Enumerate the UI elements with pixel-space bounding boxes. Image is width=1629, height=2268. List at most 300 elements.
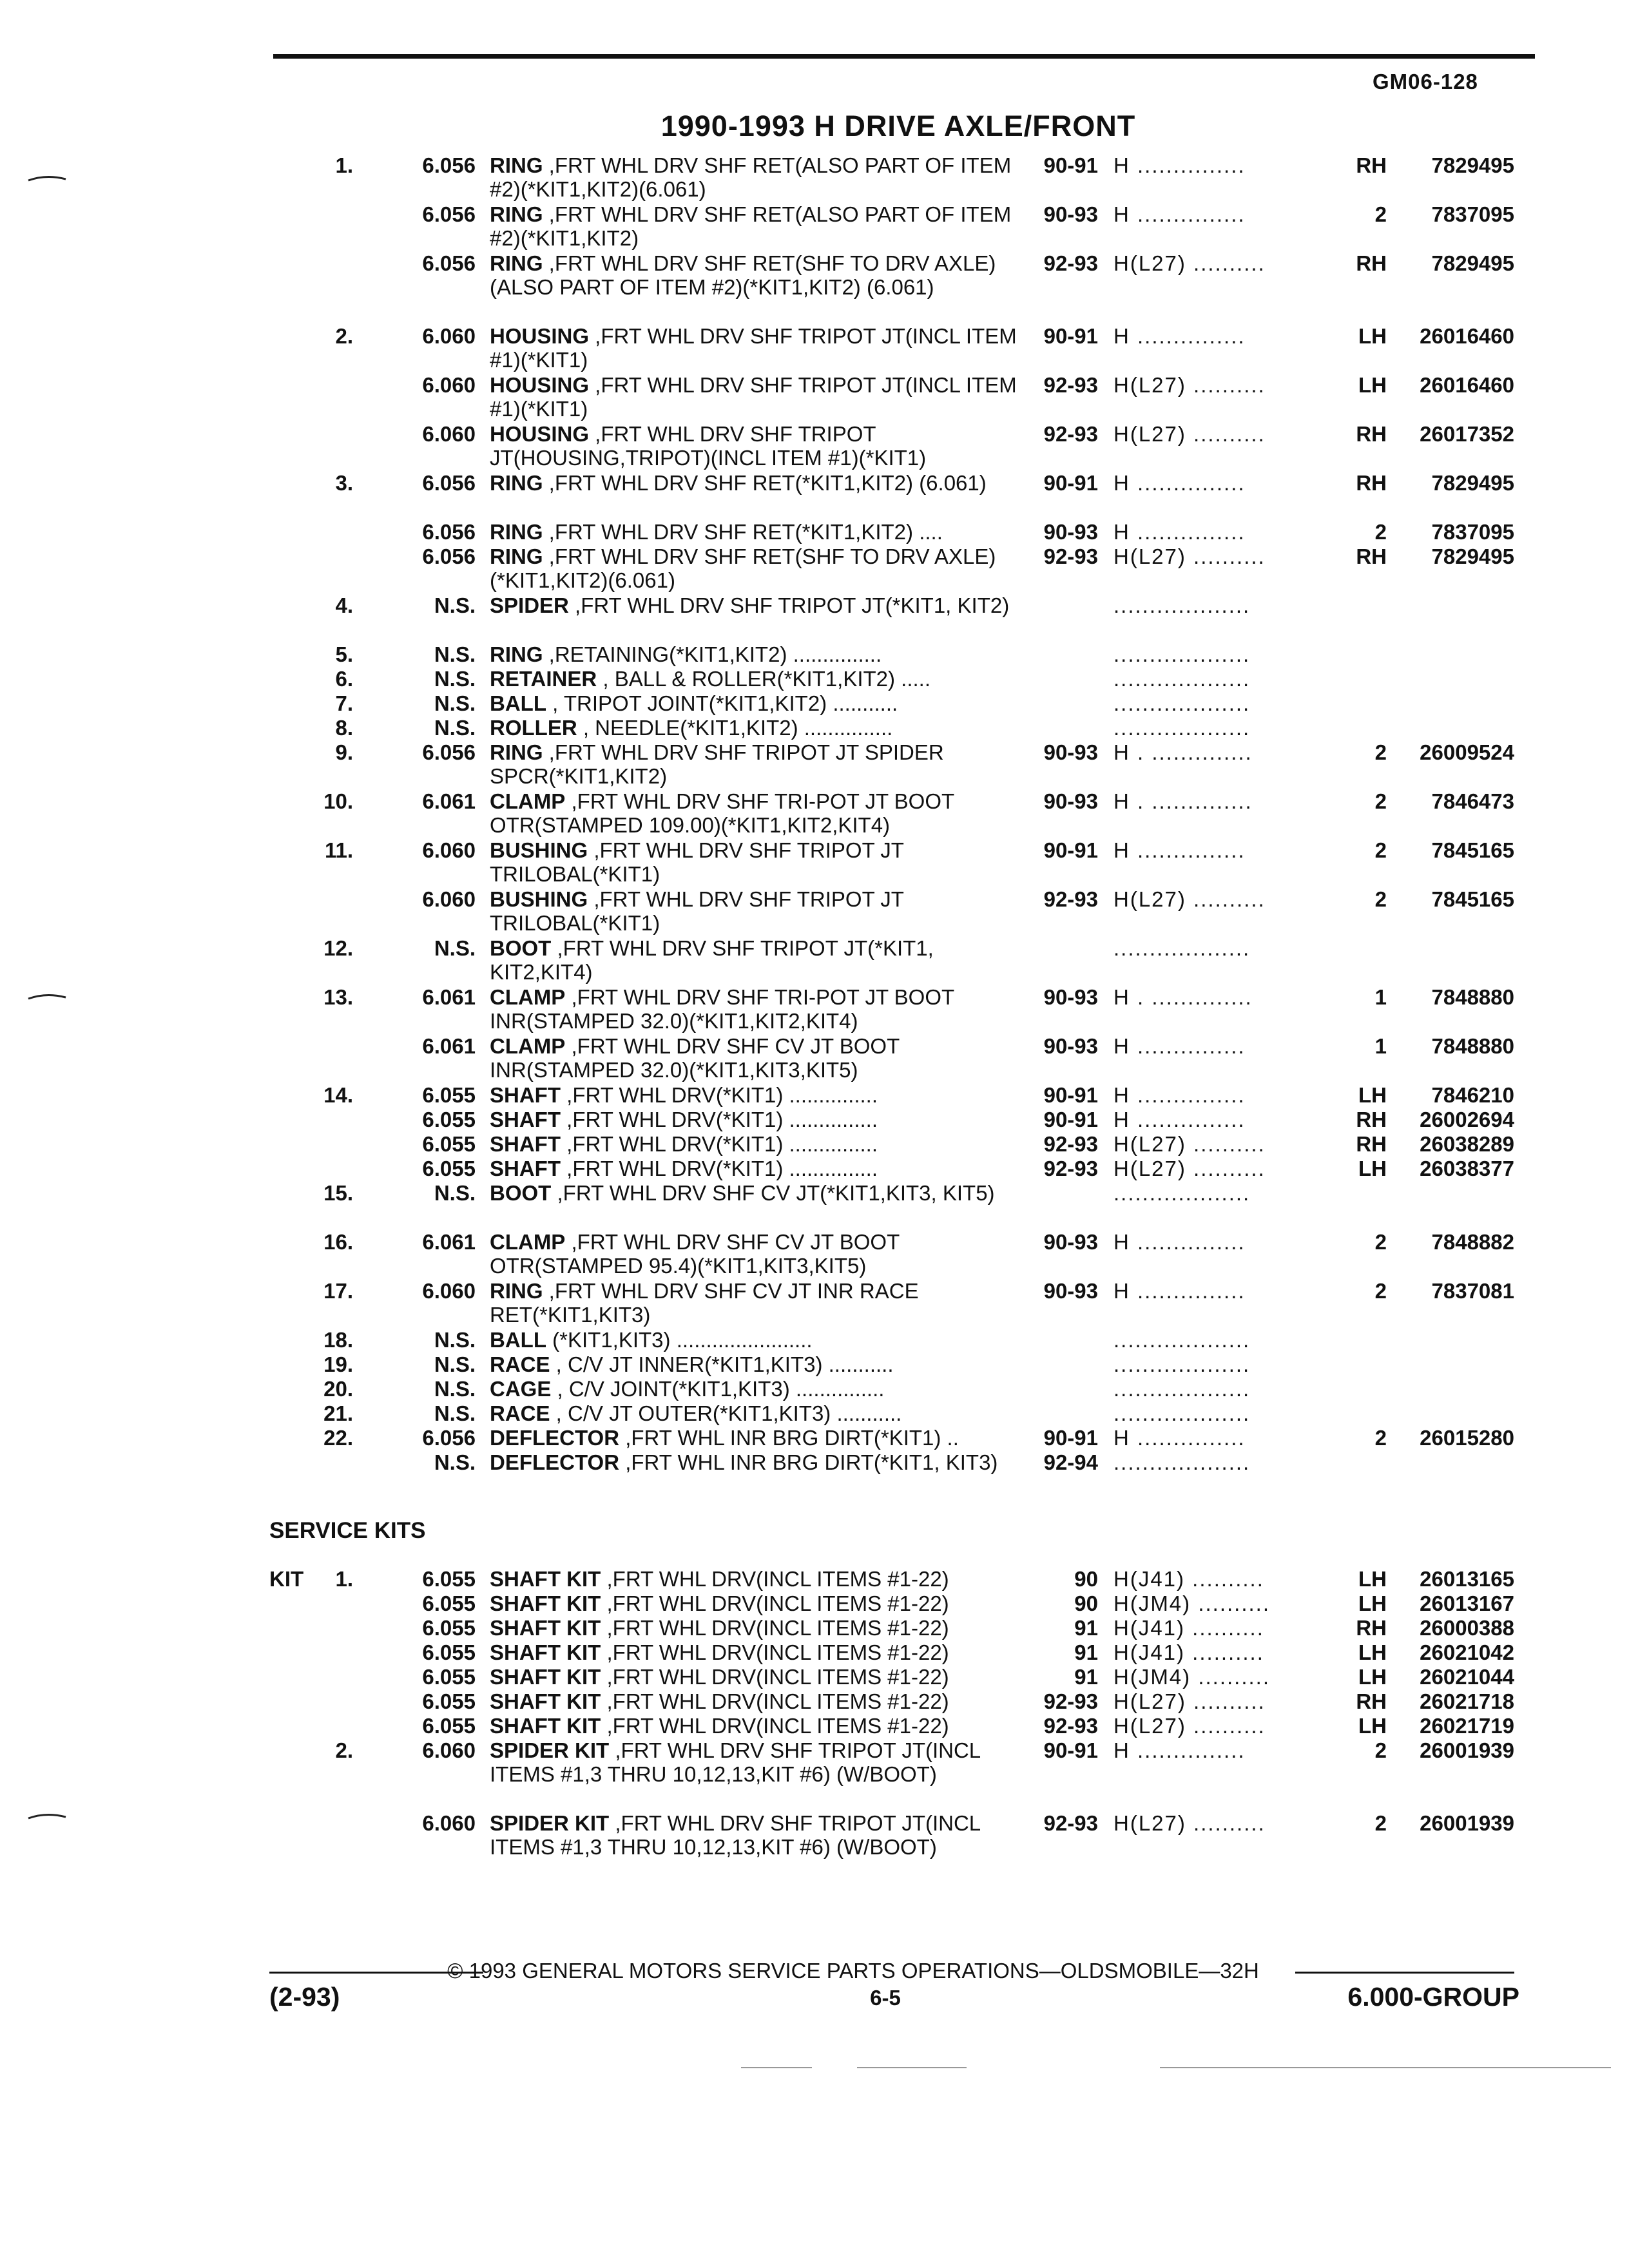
- series-code: H ...............: [1113, 1230, 1246, 1254]
- part-description-detail: ,FRT WHL DRV SHF TRIPOT JT(*KIT1, KIT2,KIT4): [490, 936, 934, 984]
- quantity: LH: [1358, 1714, 1387, 1738]
- series-code: H(J41) ..........: [1113, 1640, 1264, 1664]
- series-code: H ...............: [1113, 1279, 1246, 1303]
- part-row: [0, 667, 1629, 691]
- part-number: 7846210: [1431, 1083, 1514, 1107]
- series-code: ...................: [1113, 716, 1251, 740]
- part-description-detail: ,FRT WHL DRV(*KIT1) ...............: [561, 1108, 878, 1131]
- part-row: [0, 1450, 1629, 1499]
- part-number: 7845165: [1431, 887, 1514, 911]
- page-title-text: 1990-1993 H DRIVE AXLE/FRONT: [660, 110, 1136, 142]
- group-number: N.S.: [434, 642, 476, 666]
- item-number: 12.: [323, 936, 353, 960]
- part-description-detail: , TRIPOT JOINT(*KIT1,KIT2) ...........: [546, 691, 898, 715]
- quantity: LH: [1358, 1665, 1387, 1689]
- item-number: 8.: [335, 716, 353, 740]
- part-name: BUSHING: [490, 887, 588, 911]
- quantity: 2: [1374, 1426, 1387, 1450]
- group-number: 6.060: [422, 373, 476, 397]
- model-years: 90-91: [1043, 324, 1098, 348]
- part-number: 26021042: [1420, 1640, 1514, 1664]
- quantity: 2: [1374, 740, 1387, 764]
- series-code: H(JM4) ..........: [1113, 1591, 1271, 1615]
- series-code: H ...............: [1113, 324, 1246, 348]
- service-kits-list: [0, 1567, 1629, 1884]
- part-description: [490, 1352, 1031, 1376]
- part-description: [490, 1567, 1031, 1591]
- part-row: [0, 324, 1629, 373]
- model-years: 92-93: [1043, 1132, 1098, 1156]
- part-description-detail: ,FRT WHL DRV SHF RET(*KIT1,KIT2) ....: [543, 520, 943, 544]
- part-row: [0, 691, 1629, 716]
- group-number: 6.061: [422, 985, 476, 1009]
- series-code: ...................: [1113, 1181, 1251, 1205]
- part-description-detail: ,FRT WHL DRV SHF TRIPOT JT SPIDER SPCR(*KIT1,KIT2): [490, 740, 944, 788]
- quantity: LH: [1358, 1083, 1387, 1107]
- quantity: LH: [1358, 1640, 1387, 1664]
- series-code: H ...............: [1113, 1738, 1246, 1762]
- item-number: 11.: [324, 838, 353, 862]
- series-code: H(J41) ..........: [1113, 1616, 1264, 1640]
- part-description: [490, 716, 1031, 740]
- quantity: RH: [1356, 1689, 1387, 1713]
- series-code: H ...............: [1113, 1083, 1246, 1107]
- part-description: [490, 1591, 1031, 1615]
- quantity: LH: [1358, 1157, 1387, 1180]
- group-number: N.S.: [434, 1181, 476, 1205]
- group-number: 6.056: [422, 1426, 476, 1450]
- part-name: SHAFT KIT: [490, 1616, 601, 1640]
- model-years: 90-91: [1043, 1426, 1098, 1450]
- part-description: [490, 593, 1031, 617]
- part-row: [0, 1352, 1629, 1377]
- part-description: [490, 691, 1031, 715]
- series-code: ...................: [1113, 1401, 1251, 1425]
- item-number: 2.: [335, 324, 353, 348]
- part-description-detail: ,FRT WHL DRV(INCL ITEMS #1-22): [601, 1567, 949, 1591]
- part-name: CLAMP: [490, 789, 566, 813]
- part-row: [0, 838, 1629, 887]
- model-years: 92-93: [1043, 373, 1098, 397]
- part-name: RACE: [490, 1352, 550, 1376]
- series-code: ...................: [1113, 936, 1251, 960]
- part-number: 26021718: [1420, 1689, 1514, 1713]
- part-description-detail: ,FRT WHL DRV SHF TRIPOT JT TRILOBAL(*KIT1): [490, 887, 904, 935]
- part-description: [490, 1034, 1031, 1082]
- model-years: 90-91: [1043, 1738, 1098, 1762]
- part-name: SHAFT: [490, 1108, 561, 1131]
- part-name: RING: [490, 202, 543, 226]
- model-years: 92-93: [1043, 544, 1098, 568]
- series-code: ...................: [1113, 1377, 1251, 1401]
- part-name: SHAFT KIT: [490, 1714, 601, 1738]
- group-number: 6.055: [422, 1132, 476, 1156]
- model-years: 90-93: [1043, 789, 1098, 813]
- quantity: LH: [1358, 373, 1387, 397]
- part-description-detail: ,FRT WHL DRV SHF TRIPOT JT(HOUSING,TRIPOT)(INCL ITEM #1)(*KIT1): [490, 422, 927, 470]
- part-description-detail: ,FRT WHL DRV SHF TRI-POT JT BOOT OTR(STAMPED 109.00)(*KIT1,KIT2,KIT4): [490, 789, 954, 837]
- series-code: ...................: [1113, 1450, 1251, 1474]
- item-number: 9.: [335, 740, 353, 764]
- series-code: H(L27) ..........: [1113, 251, 1266, 275]
- group-number: N.S.: [434, 1450, 476, 1474]
- quantity: 2: [1374, 838, 1387, 862]
- part-row: [0, 202, 1629, 251]
- part-number: 26038289: [1420, 1132, 1514, 1156]
- part-row: [0, 471, 1629, 520]
- part-name: SHAFT KIT: [490, 1567, 601, 1591]
- part-name: BUSHING: [490, 838, 588, 862]
- kit-row: [0, 1640, 1629, 1665]
- model-years: 92-93: [1043, 1811, 1098, 1835]
- group-number: 6.055: [422, 1157, 476, 1180]
- part-name: CLAMP: [490, 985, 566, 1009]
- part-row: [0, 936, 1629, 985]
- part-description: [490, 1181, 1031, 1205]
- part-description-detail: ,FRT WHL INR BRG DIRT(*KIT1, KIT3): [619, 1450, 998, 1474]
- part-name: CLAMP: [490, 1034, 566, 1058]
- part-number: 26016460: [1420, 373, 1514, 397]
- part-row: [0, 1132, 1629, 1157]
- quantity: 2: [1374, 887, 1387, 911]
- part-description: [490, 1230, 1031, 1278]
- part-number: 26015280: [1420, 1426, 1514, 1450]
- item-number: 20.: [323, 1377, 353, 1401]
- series-code: H ...............: [1113, 153, 1246, 177]
- model-years: 92-93: [1043, 251, 1098, 275]
- part-description-detail: ,FRT WHL DRV SHF CV JT(*KIT1,KIT3, KIT5): [551, 1181, 995, 1205]
- series-code: H ...............: [1113, 1426, 1246, 1450]
- part-number: 26021044: [1420, 1665, 1514, 1689]
- model-years: 90: [1074, 1591, 1098, 1615]
- kit-row: [0, 1567, 1629, 1591]
- part-description-detail: ,FRT WHL DRV SHF TRIPOT JT(INCL ITEMS #1,3 THRU 10,12,13,KIT #6) (W/BOOT): [490, 1738, 980, 1786]
- group-number: N.S.: [434, 936, 476, 960]
- group-number: N.S.: [434, 1401, 476, 1425]
- group-number: 6.056: [422, 740, 476, 764]
- part-row: [0, 1279, 1629, 1328]
- quantity: 2: [1374, 1738, 1387, 1762]
- group-number: 6.060: [422, 324, 476, 348]
- part-description-detail: ,FRT WHL DRV(*KIT1) ...............: [561, 1083, 878, 1107]
- part-number: 26001939: [1420, 1811, 1514, 1835]
- quantity: 2: [1374, 789, 1387, 813]
- part-name: SHAFT KIT: [490, 1640, 601, 1664]
- model-years: 90-93: [1043, 520, 1098, 544]
- part-description: [490, 373, 1031, 421]
- group-number: 6.061: [422, 789, 476, 813]
- part-row: [0, 1034, 1629, 1083]
- item-number: 1.: [335, 153, 353, 177]
- item-number: 17.: [323, 1279, 353, 1303]
- part-name: DEFLECTOR: [490, 1450, 620, 1474]
- part-name: SHAFT: [490, 1083, 561, 1107]
- part-description-detail: ,FRT WHL DRV(INCL ITEMS #1-22): [601, 1616, 949, 1640]
- part-description-detail: ,FRT WHL DRV SHF CV JT BOOT OTR(STAMPED 95.4)(*KIT1,KIT3,KIT5): [490, 1230, 900, 1278]
- part-row: [0, 1426, 1629, 1450]
- part-name: SHAFT KIT: [490, 1665, 601, 1689]
- part-description: [490, 544, 1031, 592]
- part-description: [490, 789, 1031, 837]
- series-code: H . ..............: [1113, 740, 1253, 764]
- part-description: [490, 740, 1031, 788]
- part-description-detail: , C/V JT OUTER(*KIT1,KIT3) ...........: [550, 1401, 902, 1425]
- scan-smudge: [741, 2067, 812, 2068]
- part-name: RING: [490, 1279, 543, 1303]
- quantity: RH: [1356, 544, 1387, 568]
- page-title: [0, 110, 1629, 143]
- part-description-detail: , BALL & ROLLER(*KIT1,KIT2) .....: [597, 667, 931, 691]
- quantity: RH: [1356, 1108, 1387, 1131]
- part-description-detail: ,FRT WHL INR BRG DIRT(*KIT1) ..: [619, 1426, 959, 1450]
- series-code: H ...............: [1113, 1034, 1246, 1058]
- part-row: [0, 1328, 1629, 1352]
- quantity: RH: [1356, 153, 1387, 177]
- part-description-detail: ,FRT WHL DRV SHF TRIPOT JT(INCL ITEM #1)(*KIT1): [490, 324, 1017, 372]
- part-description: [490, 838, 1031, 886]
- series-code: H ...............: [1113, 471, 1246, 495]
- series-code: H . ..............: [1113, 789, 1253, 813]
- quantity: 1: [1374, 1034, 1387, 1058]
- part-name: RACE: [490, 1401, 550, 1425]
- model-years: 91: [1074, 1616, 1098, 1640]
- document-id: GM06-128: [1373, 70, 1478, 93]
- part-row: [0, 1401, 1629, 1426]
- part-row: [0, 544, 1629, 593]
- part-description: [490, 1083, 1031, 1107]
- part-name: CLAMP: [490, 1230, 566, 1254]
- footer-date: (2-93): [269, 1982, 340, 2012]
- item-number: 4.: [335, 593, 353, 617]
- item-number: 7.: [335, 691, 353, 715]
- scan-smudge: [857, 2067, 967, 2068]
- quantity: RH: [1356, 422, 1387, 446]
- part-description: [490, 1689, 1031, 1713]
- part-name: SHAFT: [490, 1132, 561, 1156]
- part-row: [0, 1181, 1629, 1230]
- kit-row: [0, 1591, 1629, 1616]
- part-number: 7829495: [1431, 544, 1514, 568]
- part-number: 7837081: [1431, 1279, 1514, 1303]
- kit-row: [0, 1738, 1629, 1811]
- quantity: LH: [1358, 1567, 1387, 1591]
- part-number: 7845165: [1431, 838, 1514, 862]
- kit-row: [0, 1616, 1629, 1640]
- part-name: SPIDER KIT: [490, 1738, 610, 1762]
- part-description: [490, 202, 1031, 250]
- part-name: CAGE: [490, 1377, 552, 1401]
- part-number: 26021719: [1420, 1714, 1514, 1738]
- part-name: RING: [490, 740, 543, 764]
- series-code: H(L27) ..........: [1113, 1132, 1266, 1156]
- quantity: 2: [1374, 1811, 1387, 1835]
- group-number: 6.055: [422, 1567, 476, 1591]
- part-description: [490, 422, 1031, 470]
- part-description-detail: , C/V JT INNER(*KIT1,KIT3) ...........: [550, 1352, 894, 1376]
- series-code: H(JM4) ..........: [1113, 1665, 1271, 1689]
- model-years: 92-93: [1043, 1157, 1098, 1180]
- series-code: H(L27) ..........: [1113, 373, 1266, 397]
- part-description: [490, 936, 1031, 984]
- series-code: ...................: [1113, 1328, 1251, 1352]
- model-years: 90-91: [1043, 1108, 1098, 1131]
- group-number: 6.055: [422, 1616, 476, 1640]
- group-number: N.S.: [434, 667, 476, 691]
- kit-label: KIT: [269, 1567, 304, 1591]
- part-number: 7848880: [1431, 1034, 1514, 1058]
- part-description-detail: ,FRT WHL DRV SHF TRIPOT JT(*KIT1, KIT2): [568, 593, 1010, 617]
- item-number: 15.: [323, 1181, 353, 1205]
- group-number: 6.055: [422, 1108, 476, 1131]
- part-description: [490, 251, 1031, 299]
- part-description: [490, 471, 1031, 495]
- part-number: 7846473: [1431, 789, 1514, 813]
- part-description: [490, 1279, 1031, 1327]
- group-number: 6.061: [422, 1034, 476, 1058]
- item-number: 2.: [335, 1738, 353, 1762]
- series-code: H(L27) ..........: [1113, 887, 1266, 911]
- item-number: 6.: [335, 667, 353, 691]
- part-description-detail: ,FRT WHL DRV SHF RET(ALSO PART OF ITEM #2)(*KIT1,KIT2)(6.061): [490, 153, 1012, 201]
- part-number: 26038377: [1420, 1157, 1514, 1180]
- quantity: LH: [1358, 324, 1387, 348]
- kit-row: [0, 1811, 1629, 1884]
- model-years: 91: [1074, 1640, 1098, 1664]
- part-description: [490, 1714, 1031, 1738]
- part-description-detail: ,FRT WHL DRV SHF TRI-POT JT BOOT INR(STAMPED 32.0)(*KIT1,KIT2,KIT4): [490, 985, 954, 1033]
- scan-smudge: [1160, 2067, 1611, 2068]
- part-number: 26017352: [1420, 422, 1514, 446]
- part-row: [0, 985, 1629, 1034]
- part-description: [490, 520, 1031, 544]
- part-name: RING: [490, 153, 543, 177]
- model-years: 90-93: [1043, 1034, 1098, 1058]
- group-number: 6.060: [422, 838, 476, 862]
- part-description-detail: ,FRT WHL DRV(INCL ITEMS #1-22): [601, 1665, 949, 1689]
- group-number: 6.060: [422, 1811, 476, 1835]
- part-number: 7848882: [1431, 1230, 1514, 1254]
- part-description: [490, 1426, 1031, 1450]
- item-number: 10.: [323, 789, 353, 813]
- model-years: 90-91: [1043, 153, 1098, 177]
- part-description: [490, 667, 1031, 691]
- part-name: RING: [490, 642, 543, 666]
- part-name: HOUSING: [490, 422, 590, 446]
- quantity: RH: [1356, 1616, 1387, 1640]
- footer-copyright: [0, 1959, 1629, 1983]
- kit-row: [0, 1665, 1629, 1689]
- model-years: 90-91: [1043, 471, 1098, 495]
- part-description: [490, 1157, 1031, 1180]
- part-description-detail: ,FRT WHL DRV SHF RET(SHF TO DRV AXLE)(*KIT1,KIT2)(6.061): [490, 544, 996, 592]
- part-row: [0, 642, 1629, 667]
- part-number: 26001939: [1420, 1738, 1514, 1762]
- model-years: 90-91: [1043, 1083, 1098, 1107]
- part-name: DEFLECTOR: [490, 1426, 620, 1450]
- series-code: H ...............: [1113, 838, 1246, 862]
- part-description: [490, 1738, 1031, 1786]
- item-number: 14.: [323, 1083, 353, 1107]
- part-name: SPIDER KIT: [490, 1811, 610, 1835]
- part-row: [0, 251, 1629, 324]
- model-years: 92-93: [1043, 887, 1098, 911]
- group-number: 6.056: [422, 202, 476, 226]
- part-name: BALL: [490, 691, 546, 715]
- quantity: RH: [1356, 1132, 1387, 1156]
- footer-page-number-text: 6-5: [870, 1986, 901, 2010]
- part-name: RETAINER: [490, 667, 597, 691]
- part-row: [0, 1377, 1629, 1401]
- part-number: 26000388: [1420, 1616, 1514, 1640]
- quantity: RH: [1356, 251, 1387, 275]
- part-description-detail: ,FRT WHL DRV(INCL ITEMS #1-22): [601, 1591, 949, 1615]
- group-number: N.S.: [434, 1377, 476, 1401]
- part-name: BOOT: [490, 936, 552, 960]
- quantity: 2: [1374, 520, 1387, 544]
- part-row: [0, 373, 1629, 422]
- part-row: [0, 520, 1629, 544]
- group-number: 6.056: [422, 153, 476, 177]
- part-row: [0, 1230, 1629, 1279]
- part-description-detail: ,FRT WHL DRV SHF RET(*KIT1,KIT2) (6.061): [543, 471, 987, 495]
- model-years: 92-94: [1043, 1450, 1098, 1474]
- part-description-detail: ,FRT WHL DRV SHF TRIPOT JT TRILOBAL(*KIT1): [490, 838, 904, 886]
- part-name: ROLLER: [490, 716, 577, 740]
- group-number: 6.056: [422, 544, 476, 568]
- series-code: H(L27) ..........: [1113, 1689, 1266, 1713]
- header-rule: [273, 54, 1535, 59]
- part-name: SHAFT: [490, 1157, 561, 1180]
- part-row: [0, 1157, 1629, 1181]
- part-description: [490, 1811, 1031, 1859]
- series-code: H(L27) ..........: [1113, 422, 1266, 446]
- part-row: [0, 887, 1629, 936]
- part-description: [490, 1108, 1031, 1131]
- item-number: 5.: [335, 642, 353, 666]
- part-name: BOOT: [490, 1181, 552, 1205]
- group-number: 6.055: [422, 1083, 476, 1107]
- series-code: H(L27) ..........: [1113, 1714, 1266, 1738]
- group-number: 6.060: [422, 1738, 476, 1762]
- group-number: 6.056: [422, 251, 476, 275]
- part-description: [490, 642, 1031, 666]
- quantity: RH: [1356, 471, 1387, 495]
- series-code: H . ..............: [1113, 985, 1253, 1009]
- part-name: RING: [490, 520, 543, 544]
- part-name: BALL: [490, 1328, 546, 1352]
- part-description-detail: ,FRT WHL DRV SHF TRIPOT JT(INCL ITEMS #1,3 THRU 10,12,13,KIT #6) (W/BOOT): [490, 1811, 980, 1859]
- part-row: [0, 789, 1629, 838]
- group-number: 6.060: [422, 887, 476, 911]
- part-number: 26013167: [1420, 1591, 1514, 1615]
- group-number: 6.055: [422, 1591, 476, 1615]
- part-number: 7829495: [1431, 251, 1514, 275]
- model-years: 90: [1074, 1567, 1098, 1591]
- part-description: [490, 1616, 1031, 1640]
- part-description: [490, 985, 1031, 1033]
- model-years: 92-93: [1043, 1714, 1098, 1738]
- part-description-detail: ,FRT WHL DRV SHF CV JT BOOT INR(STAMPED 32.0)(*KIT1,KIT3,KIT5): [490, 1034, 900, 1082]
- group-number: 6.055: [422, 1689, 476, 1713]
- item-number: 16.: [323, 1230, 353, 1254]
- part-row: [0, 153, 1629, 202]
- service-kits-heading: SERVICE KITS: [269, 1518, 426, 1543]
- model-years: 90-93: [1043, 740, 1098, 764]
- part-description-detail: ,RETAINING(*KIT1,KIT2) ...............: [543, 642, 882, 666]
- group-number: 6.060: [422, 1279, 476, 1303]
- part-row: [0, 1108, 1629, 1132]
- series-code: H(L27) ..........: [1113, 544, 1266, 568]
